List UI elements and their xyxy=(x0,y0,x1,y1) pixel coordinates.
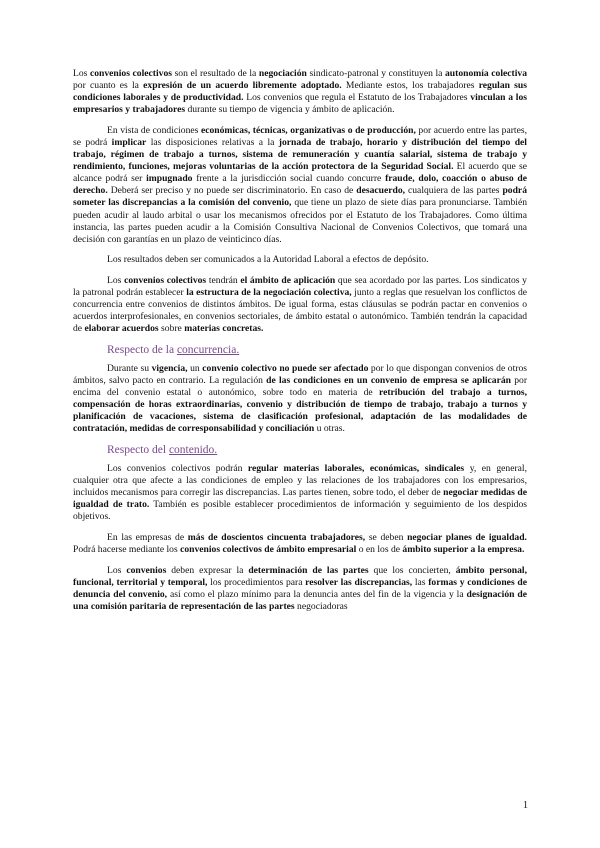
heading-link-concurrencia[interactable]: concurrencia. xyxy=(176,343,240,356)
page-number: 1 xyxy=(523,800,528,811)
bold-text: económicas, técnicas, organizativas o de producción, xyxy=(200,124,416,136)
bold-text: negociación xyxy=(258,68,307,79)
text-run: Los convenios que regula el Estatuto de los Trabajadores xyxy=(243,92,471,104)
bold-text: negociar planes de igualdad. xyxy=(407,531,527,543)
bold-text: expresión de un acuerdo libremente adoptado. xyxy=(143,80,342,92)
heading-prefix: Respecto del xyxy=(107,443,169,456)
text-run: se deben xyxy=(365,531,408,543)
bold-text: convenios xyxy=(126,564,167,576)
text-run: Durante su xyxy=(107,362,152,374)
bold-text: de las condiciones en un convenio de empresa se aplicarán xyxy=(266,374,511,386)
bold-text: elaborar acuerdos xyxy=(84,323,159,335)
bold-text: impugnado xyxy=(146,173,193,185)
bold-text: convenios colectivos de ámbito empresarial xyxy=(180,544,357,555)
text-run: que los concierten, xyxy=(368,564,456,576)
bold-text: el ámbito de aplicación xyxy=(240,274,336,286)
bold-text: ámbito personal, funcional, territorial y temporal, xyxy=(73,564,528,588)
text-run: sobre xyxy=(158,323,185,335)
bold-text: resolver las discrepancias, xyxy=(305,576,413,588)
text-run: que tiene un plazo de siete días para pronunciarse. También pueden acudir al laudo arbital o usar los mecanismos ofrecidos por el Estatuto de los Trabajadores. Como última instancia, las partes pueden acudir a la Comisión Consultiva Nacional de Convenios Colectivos, que tomará una decisión con garantías en un plazo de veinticinco días. xyxy=(73,197,527,245)
text-run: Los xyxy=(107,274,125,286)
paragraph xyxy=(73,125,527,246)
bold-text: determinación de las partes xyxy=(248,564,369,576)
text-run: En las empresas de xyxy=(107,531,188,543)
text-run: los procedimientos para xyxy=(207,576,306,588)
text-run: durante su tiempo de vigencia y ámbito de aplicación. xyxy=(185,104,395,116)
bold-text: podrá someter las discrepancias a la comisión del convenio, xyxy=(73,185,527,209)
text-run: por lo que dispongan convenios de otros ámbitos, salvo pacto en contrario. La regulación xyxy=(73,362,527,386)
bold-text: vigencia, xyxy=(151,362,188,374)
text-run: Los xyxy=(107,564,127,576)
text-run: Podrá hacerse mediante los xyxy=(73,544,181,555)
section-heading-contenido xyxy=(107,444,527,456)
text-run: sindicato-patronal y constituyen la xyxy=(306,68,445,79)
bold-text: convenios colectivos xyxy=(89,68,172,79)
paragraph xyxy=(73,532,527,556)
heading-prefix: Respecto de la xyxy=(107,343,177,356)
bold-text: ámbito superior a la empresa. xyxy=(402,544,525,555)
text-run: y, en general, cualquier otra que afecte a las condiciones de empleo y las relaciones de los trabajadores con los empresarios, incluidos mecanismos para corregir las discrepancias. Las partes tienen, sobre todo, el deber de xyxy=(73,462,527,499)
paragraph xyxy=(73,463,527,523)
paragraph xyxy=(73,275,527,335)
text-run: las disposiciones relativas a la xyxy=(146,136,279,148)
bold-text: convenio colectivo no puede ser afectado xyxy=(202,362,369,374)
text-run: tendrán xyxy=(206,274,241,286)
bold-text: jornada de trabajo, horario y distribución del tiempo del trabajo, régimen de trabajo a turnos, sistema de remuneración y cuantía salarial, sistema de trabajo y rendimiento, funciones, mejoras voluntarias de la acción protectora de la Seguridad Social. xyxy=(73,136,527,173)
bold-text: fraude, dolo, coacción o abuso de derecho. xyxy=(73,173,528,197)
bold-text: desacuerdo, xyxy=(356,185,406,197)
text-run: u otras. xyxy=(314,423,345,435)
paragraph xyxy=(73,68,527,116)
text-run: Los resultados deben ser comunicados a la Autoridad Laboral a efectos de depósito. xyxy=(107,254,429,266)
bold-text: formas y condiciones de denuncia del convenio, xyxy=(73,576,527,600)
text-run: Los xyxy=(73,68,90,79)
bold-text: más de doscientos cincuenta trabajadores, xyxy=(187,531,366,543)
text-run: negociadoras xyxy=(294,600,348,612)
bold-text: convenios colectivos xyxy=(124,274,207,286)
section-heading-concurrencia xyxy=(107,344,527,356)
text-run: junto a reglas que resuelvan los conflictos de concurrencia entre convenios de distintos ámbitos. De igual forma, estas cláusulas se podrán pactar en convenios o acuerdos interprofesionales, en convenios sectoriales, de ámbito estatal o autonómico. También tendrán la capacidad de xyxy=(73,287,527,335)
heading-link-contenido[interactable]: contenido. xyxy=(168,443,218,456)
text-run: En vista de condiciones xyxy=(107,124,201,136)
text-run: que sea acordado por las partes. Los sindicatos y la patronal podrán establecer xyxy=(73,274,527,298)
paragraph xyxy=(73,254,527,266)
bold-text: designación de una comisión paritaria de representación de las partes xyxy=(73,588,527,612)
paragraph xyxy=(73,363,527,436)
bold-text: implicar xyxy=(111,136,147,148)
text-run: frente a la jurisdicción social cuando concurre xyxy=(192,173,386,185)
text-run: por cuanto es la xyxy=(73,80,144,92)
text-run: Los convenios colectivos podrán xyxy=(107,462,248,474)
text-run: También es posible establecer procedimientos de información y seguimiento de los despidos objetivos. xyxy=(73,499,527,523)
bold-text: retribución del trabajo a turnos, compensación de horas extraordinarias, convenio y distribución de tiempo de trabajo, trabajo a turnos y planificación de vacaciones, sistema de clasificación profesional, adaptación de las modalidades de contratación, medidas de corresponsabilidad y conciliación xyxy=(73,387,527,435)
text-run: El acuerdo que se alcance podrá ser xyxy=(73,161,527,185)
bold-text: vinculan a los empresarios y trabajadores xyxy=(73,92,527,116)
bold-text: regulan sus condiciones laborales y de productividad. xyxy=(73,80,527,104)
bold-text: autonomía colectiva xyxy=(445,68,527,79)
paragraph xyxy=(73,565,527,613)
text-run: un xyxy=(187,362,203,374)
text-run: así como el plazo mínimo para la denuncia antes del fin de la vigencia y la xyxy=(167,588,467,600)
bold-text: regular materias laborales, económicas, sindicales xyxy=(247,462,465,474)
text-run: cualquiera de las partes xyxy=(405,185,503,197)
text-run: Mediante estos, los trabajadores xyxy=(341,80,479,92)
text-run: deben expresar la xyxy=(166,564,249,576)
text-run: las xyxy=(412,576,429,588)
text-run: por encima del convenio estatal o autonómico, sobre todo en materia de xyxy=(73,374,528,399)
text-run: son el resultado de la xyxy=(171,68,259,79)
text-run: o en los de xyxy=(356,544,403,555)
bold-text: negociar medidas de igualdad de trato. xyxy=(73,487,527,511)
text-run: por acuerdo entre las partes, se podrá xyxy=(73,124,527,148)
bold-text: materias concretas. xyxy=(184,323,264,335)
bold-text: la estructura de la negociación colectiva, xyxy=(186,287,352,298)
text-run: Deberá ser preciso y no puede ser discriminatorio. En caso de xyxy=(107,185,357,197)
